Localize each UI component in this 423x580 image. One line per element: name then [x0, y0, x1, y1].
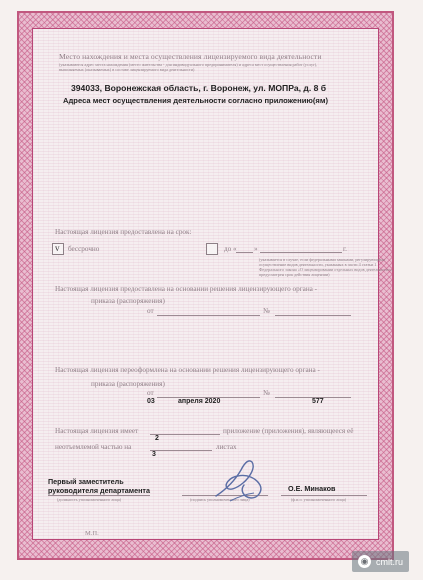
- annex-text-1: Настоящая лицензия имеет: [55, 427, 139, 435]
- header-title: Место нахождения и места осуществления лицензируемого вида деятельности: [59, 52, 322, 61]
- until-prefix: до «: [224, 245, 237, 253]
- caption-signature: (подпись уполномоченного лица): [190, 497, 250, 502]
- annex-text-2: приложение (приложения), являющееся её: [223, 427, 354, 435]
- annex-text-4: листах: [216, 443, 237, 451]
- annex-count: 2: [155, 435, 159, 442]
- license-address-places: Адреса мест осуществления деятельности согласно приложению(ям): [63, 96, 328, 105]
- term-note-3: Федерального закона «О лицензировании отдельных видов деятельности»,: [259, 267, 393, 272]
- basis-date-line: [157, 315, 260, 316]
- signer-position-2: руководителя департамента: [48, 486, 150, 495]
- reissue-text: Настоящая лицензия переоформлена на основании решения лицензирующего органа -: [55, 366, 320, 374]
- indefinite-label: бессрочно: [68, 245, 100, 253]
- until-date-checkbox[interactable]: [206, 243, 218, 255]
- camera-icon: ◉: [358, 555, 371, 568]
- caption-name: (ф.и.о. уполномоченного лица): [291, 497, 347, 502]
- reissue-order: приказа (распоряжения): [91, 380, 165, 388]
- until-suffix: г.: [343, 245, 347, 253]
- name-line: [281, 495, 367, 496]
- header-note-1: (указываются адрес места нахождения (место жительства - для индивидуального предпринимателя) и адреса мест осуществления работ (услуг),: [59, 62, 318, 67]
- signer-name: О.Е. Минаков: [288, 484, 336, 493]
- site-watermark: [352, 551, 409, 572]
- stamp-label: М.П.: [85, 530, 99, 537]
- indefinite-checkbox[interactable]: [52, 243, 64, 255]
- reissue-day: 03: [147, 398, 155, 405]
- reissue-number: 577: [312, 398, 324, 405]
- caption-position: (должность уполномоченного лица): [57, 497, 122, 502]
- annex-count-line: [150, 434, 220, 435]
- check-icon: v: [55, 243, 60, 253]
- basis-text: Настоящая лицензия предоставлена на основании решения лицензирующего органа -: [55, 285, 318, 293]
- basis-from: от: [147, 307, 154, 315]
- reissue-number-sign: №: [263, 389, 270, 397]
- term-label: Настоящая лицензия предоставлена на срок:: [55, 228, 192, 236]
- sheet-count-line: [150, 450, 212, 451]
- until-month-line: [260, 252, 342, 253]
- signer-position-1: Первый заместитель: [48, 477, 124, 486]
- term-note-2: осуществление видов деятельности, указанных в части 4 статьи 1: [259, 262, 377, 267]
- until-mid: »: [254, 245, 258, 253]
- position-line: [48, 495, 150, 496]
- watermark-site: cmlt.ru: [376, 556, 403, 567]
- annex-text-3: неотъемлемой частью на: [55, 443, 132, 451]
- term-note-4: предусмотрен срок действия лицензии): [259, 272, 330, 277]
- reissue-from: от: [147, 389, 154, 397]
- header-note-2: выполняемых (оказываемых) в составе лицензируемого вида деятельности): [59, 67, 195, 72]
- reissue-month-year: апреля 2020: [178, 398, 221, 405]
- basis-order: приказа (распоряжения): [91, 297, 165, 305]
- until-day-line: [236, 252, 253, 253]
- sheet-count: 3: [152, 451, 156, 458]
- basis-number-line: [275, 315, 351, 316]
- term-note-1: (указывается в случае, если федеральными законами, регулирующими: [259, 257, 385, 262]
- license-address: 394033, Воронежская область, г. Воронеж, ул. МОПРа, д. 8 б: [71, 83, 327, 93]
- basis-number-sign: №: [263, 307, 270, 315]
- signature-image: [210, 452, 270, 506]
